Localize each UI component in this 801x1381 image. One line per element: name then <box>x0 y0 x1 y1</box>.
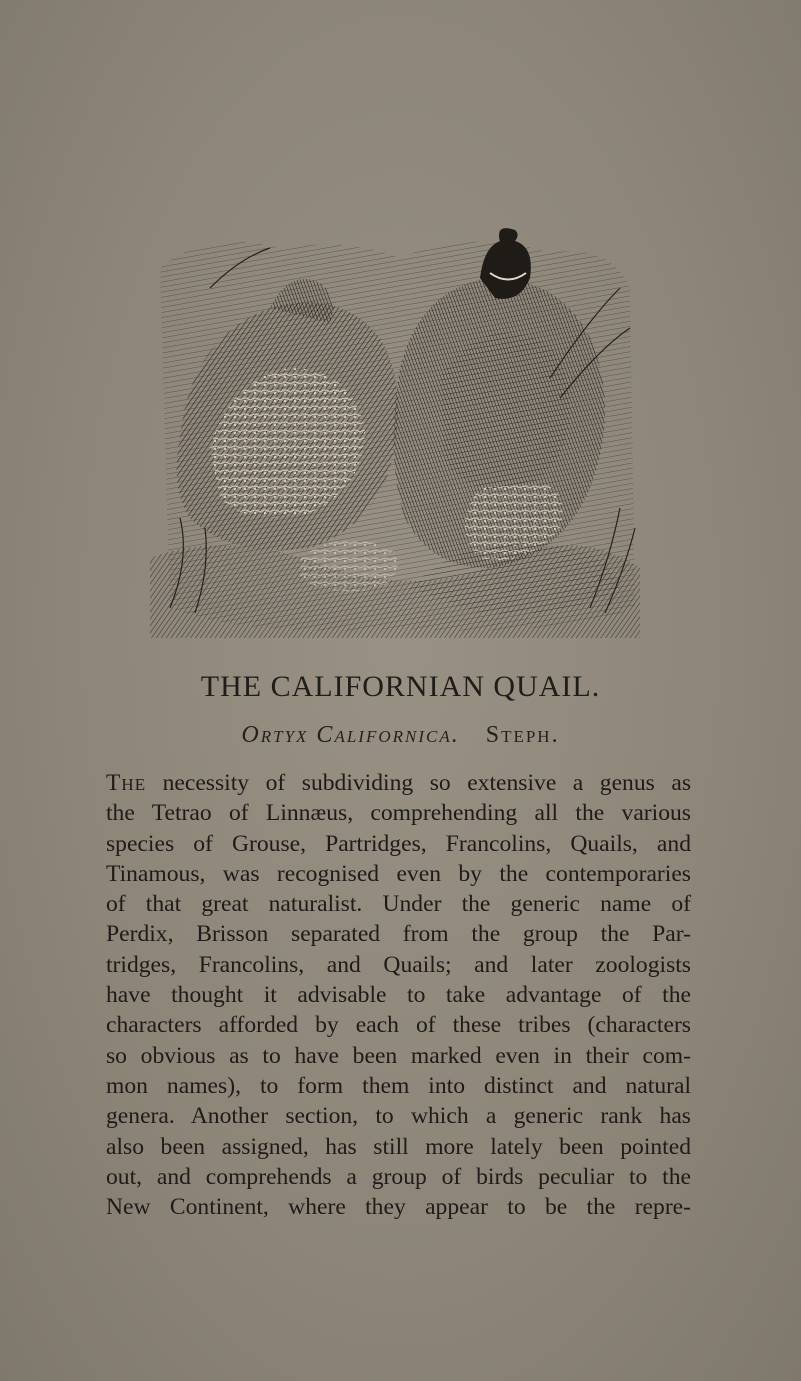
text-line: so obvious as to have been marked even in their com- <box>106 1042 691 1069</box>
text-line: genera. Another section, to which a generic rank has <box>106 1103 691 1130</box>
engraving-of-quails-icon <box>150 228 640 638</box>
text-line: species of Grouse, Partridges, Francolins, Quails, and <box>106 830 691 857</box>
text-line: have thought it advisable to take advantage of the <box>106 982 691 1009</box>
text-line: of that great naturalist. Under the generic name of <box>106 891 691 918</box>
lead-word: The <box>106 770 147 796</box>
species-name: Ortyx Californica. <box>241 722 460 748</box>
text-line: out, and comprehends a group of birds peculiar to the <box>106 1163 691 1190</box>
text-line: tridges, Francolins, and Quails; and later zoologists <box>106 951 691 978</box>
text-line: Tinamous, was recognised even by the contemporaries <box>106 860 691 887</box>
text-line: mon names), to form them into distinct and natural <box>106 1072 691 1099</box>
text-line: the Tetrao of Linnæus, comprehending all the various <box>106 800 691 827</box>
text-line: characters afforded by each of these tribes (characters <box>106 1012 691 1039</box>
body-paragraph <box>106 768 691 1222</box>
page-title: THE CALIFORNIAN QUAIL. <box>200 670 601 703</box>
text-line: New Continent, where they appear to be the repre- <box>106 1194 691 1221</box>
text-line: The necessity of subdividing so extensive a genus as <box>106 770 691 796</box>
species-author: Steph. <box>485 722 560 748</box>
species-subtitle <box>0 722 801 749</box>
text-line: also been assigned, has still more lately been pointed <box>106 1133 691 1160</box>
text-line: Perdix, Brisson separated from the group the Par- <box>106 921 691 948</box>
